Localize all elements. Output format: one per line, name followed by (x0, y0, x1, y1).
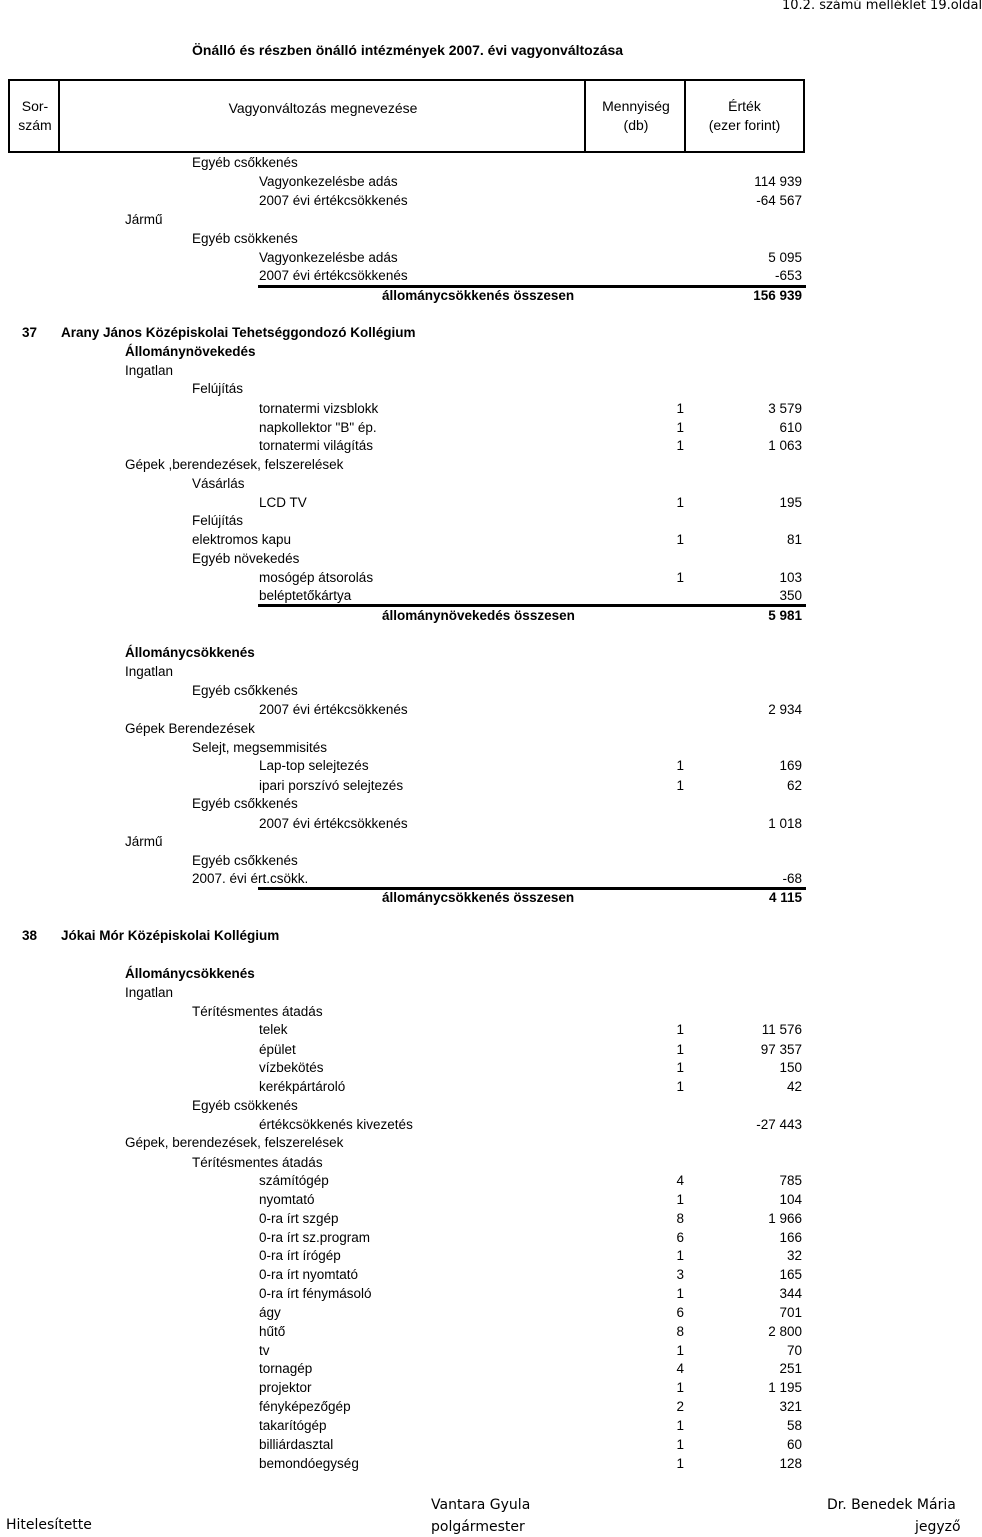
row-value: 11 576 (761, 1022, 802, 1037)
row-label: Egyéb növekedés (192, 551, 300, 566)
row-label: Egyéb csökkenés (192, 1098, 298, 1113)
mayor-title: polgármester (431, 1519, 525, 1535)
row-quantity: 3 (676, 1267, 684, 1282)
row-label: Jármű (125, 212, 163, 227)
row-label: Ingatlan (125, 664, 174, 679)
row-label: 0-ra írt fénymásoló (259, 1286, 372, 1301)
row-label: LCD TV (259, 495, 307, 510)
row-value: 344 (779, 1286, 802, 1301)
row-quantity: 1 (676, 532, 684, 547)
subtotal-value: 4 115 (768, 890, 802, 905)
row-label: 2007 évi értékcsökkenés (259, 702, 408, 717)
row-value: 114 939 (754, 174, 802, 189)
header-sorszam-2: szám (18, 117, 52, 133)
row-label: Térítésmentes átadás (192, 1004, 323, 1019)
table-header (8, 79, 805, 153)
row-value: -68 (782, 871, 802, 886)
row-label: Felújítás (192, 381, 244, 396)
row-label: ipari porszívó selejtezés (259, 778, 404, 793)
row-quantity: 1 (676, 1060, 684, 1075)
row-quantity: 1 (676, 1343, 684, 1358)
header-value-1: Érték (728, 98, 761, 114)
header-qty-1: Mennyiség (602, 98, 670, 114)
row-label: értékcsökkenés kivezetés (259, 1117, 413, 1132)
subtotal-value: 5 981 (768, 608, 802, 623)
row-label: Állománynövekedés (125, 344, 256, 359)
row-label: Gépek, berendezések, felszerelések (125, 1135, 344, 1150)
row-label: 2007 évi értékcsökkenés (259, 816, 408, 831)
row-label: bemondóegység (259, 1456, 359, 1471)
row-quantity: 1 (676, 1079, 684, 1094)
row-value: 60 (786, 1437, 802, 1452)
row-quantity: 1 (676, 1248, 684, 1263)
row-label: tornagép (259, 1361, 313, 1376)
row-quantity: 1 (676, 1380, 684, 1395)
row-value: 169 (779, 758, 802, 773)
row-label: 2007 évi értékcsökkenés (259, 268, 408, 283)
row-label: 0-ra írt sz.program (259, 1230, 371, 1245)
row-value: 5 095 (768, 250, 802, 265)
row-label: Felújítás (192, 513, 244, 528)
row-value: 2 934 (768, 702, 802, 717)
row-number: 38 (22, 928, 38, 943)
row-label: tornatermi vizsblokk (259, 401, 379, 416)
subtotal-label: állománycsökkenés összesen (382, 288, 575, 303)
row-label: Egyéb csőkkenés (192, 853, 298, 868)
row-label: elektromos kapu (192, 532, 292, 547)
row-value: 103 (779, 570, 802, 585)
header-name: Vagyonváltozás megnevezése (228, 100, 418, 116)
row-value: 42 (786, 1079, 802, 1094)
row-value: 32 (786, 1248, 802, 1263)
notary-title: jegyző (915, 1519, 961, 1535)
row-label: Vásárlás (192, 476, 245, 491)
row-label: billiárdasztal (259, 1437, 334, 1452)
row-label: Selejt, megsemmisités (192, 740, 328, 755)
row-label: Gépek Berendezések (125, 721, 255, 736)
row-number: 37 (22, 325, 38, 340)
row-label: Gépek ,berendezések, felszerelések (125, 457, 344, 472)
row-value: 1 195 (768, 1380, 802, 1395)
row-value: 701 (779, 1305, 802, 1320)
row-quantity: 1 (676, 420, 684, 435)
row-value: -27 443 (756, 1117, 802, 1132)
total-rule (258, 285, 806, 288)
row-label: 2007 évi értékcsökkenés (259, 193, 408, 208)
row-quantity: 8 (676, 1324, 684, 1339)
row-value: 1 063 (768, 438, 802, 453)
row-label: Egyéb csökkenés (192, 231, 298, 246)
row-quantity: 1 (676, 1418, 684, 1433)
row-label: telek (259, 1022, 288, 1037)
row-value: 150 (779, 1060, 802, 1075)
row-label: 0-ra írt írógép (259, 1248, 341, 1263)
row-label: Lap-top selejtezés (259, 758, 369, 773)
row-quantity: 1 (676, 1042, 684, 1057)
row-value: 104 (779, 1192, 802, 1207)
row-quantity: 1 (676, 1286, 684, 1301)
row-label: hűtő (259, 1324, 286, 1339)
row-label: mosógép átsorolás (259, 570, 374, 585)
row-value: 81 (786, 532, 802, 547)
row-label: fényképezőgép (259, 1399, 351, 1414)
row-label: Vagyonkezelésbe adás (259, 250, 398, 265)
row-label: napkollektor "B" ép. (259, 420, 377, 435)
row-quantity: 1 (676, 1022, 684, 1037)
row-label: tornatermi világítás (259, 438, 374, 453)
row-value: 610 (779, 420, 802, 435)
row-value: -64 567 (756, 193, 802, 208)
row-value: 321 (779, 1399, 802, 1414)
row-quantity: 4 (676, 1173, 684, 1188)
row-label: Arany János Középiskolai Tehetséggondozó Kollégium (61, 325, 416, 340)
row-label: tv (259, 1343, 270, 1358)
row-label: projektor (259, 1380, 312, 1395)
row-value: 166 (779, 1230, 802, 1245)
row-quantity: 1 (676, 438, 684, 453)
row-value: 97 357 (760, 1042, 802, 1057)
total-rule (258, 604, 806, 607)
row-label: takarítógép (259, 1418, 327, 1433)
notary-name: Dr. Benedek Mária (827, 1497, 956, 1513)
row-label: kerékpártároló (259, 1079, 346, 1094)
header-qty-2: (db) (623, 117, 649, 133)
row-value: 128 (779, 1456, 802, 1471)
row-quantity: 1 (676, 401, 684, 416)
row-label: Állománycsökkenés (125, 645, 255, 660)
row-label: vízbekötés (259, 1060, 324, 1075)
row-label: nyomtató (259, 1192, 315, 1207)
subtotal-label: állománynövekedés összesen (382, 608, 575, 623)
row-label: Jókai Mór Középiskolai Kollégium (61, 928, 280, 943)
row-label: 2007. évi ért.csökk. (192, 871, 309, 886)
row-quantity: 1 (676, 758, 684, 773)
row-label: Ingatlan (125, 985, 174, 1000)
row-label: épület (259, 1042, 296, 1057)
row-value: 195 (779, 495, 802, 510)
row-quantity: 8 (676, 1211, 684, 1226)
subtotal-label: állománycsökkenés összesen (382, 890, 575, 905)
row-label: Térítésmentes átadás (192, 1155, 323, 1170)
row-quantity: 2 (676, 1399, 684, 1414)
row-label: Egyéb csőkkenés (192, 796, 298, 811)
page-title: Önálló és részben önálló intézmények 2007. évi vagyonváltozása (192, 42, 624, 58)
row-value: 1 018 (768, 816, 802, 831)
row-value: 58 (786, 1418, 802, 1433)
row-quantity: 1 (676, 1437, 684, 1452)
row-quantity: 1 (676, 1456, 684, 1471)
row-quantity: 6 (676, 1305, 684, 1320)
row-quantity: 4 (676, 1361, 684, 1376)
row-value: 1 966 (768, 1211, 802, 1226)
row-quantity: 1 (676, 570, 684, 585)
certified-label: Hitelesítette (6, 1517, 92, 1533)
row-label: beléptetőkártya (259, 588, 352, 603)
row-label: Állománycsökkenés (125, 966, 255, 981)
row-label: számítógép (259, 1173, 329, 1188)
page-reference: 10.2. számú melléklet 19.oldal (782, 0, 982, 13)
mayor-name: Vantara Gyula (431, 1497, 531, 1513)
row-label: 0-ra írt szgép (259, 1211, 339, 1226)
row-quantity: 1 (676, 778, 684, 793)
row-label: Egyéb csőkkenés (192, 683, 298, 698)
row-quantity: 1 (676, 1192, 684, 1207)
row-value: 251 (779, 1361, 802, 1376)
row-quantity: 1 (676, 495, 684, 510)
row-label: Egyéb csőkkenés (192, 155, 298, 170)
row-value: -653 (774, 268, 802, 283)
row-quantity: 6 (676, 1230, 684, 1245)
row-label: Ingatlan (125, 363, 174, 378)
row-value: 785 (779, 1173, 802, 1188)
row-label: Vagyonkezelésbe adás (259, 174, 398, 189)
row-value: 2 800 (768, 1324, 802, 1339)
row-value: 165 (779, 1267, 802, 1282)
row-value: 70 (786, 1343, 802, 1358)
row-label: ágy (259, 1305, 281, 1320)
header-value-2: (ezer forint) (708, 117, 781, 133)
row-value: 62 (786, 778, 802, 793)
row-value: 3 579 (768, 401, 802, 416)
row-label: Jármű (125, 834, 163, 849)
row-value: 350 (779, 588, 802, 603)
row-label: 0-ra írt nyomtató (259, 1267, 359, 1282)
subtotal-value: 156 939 (753, 288, 802, 303)
header-sorszam-1: Sor- (21, 98, 49, 114)
